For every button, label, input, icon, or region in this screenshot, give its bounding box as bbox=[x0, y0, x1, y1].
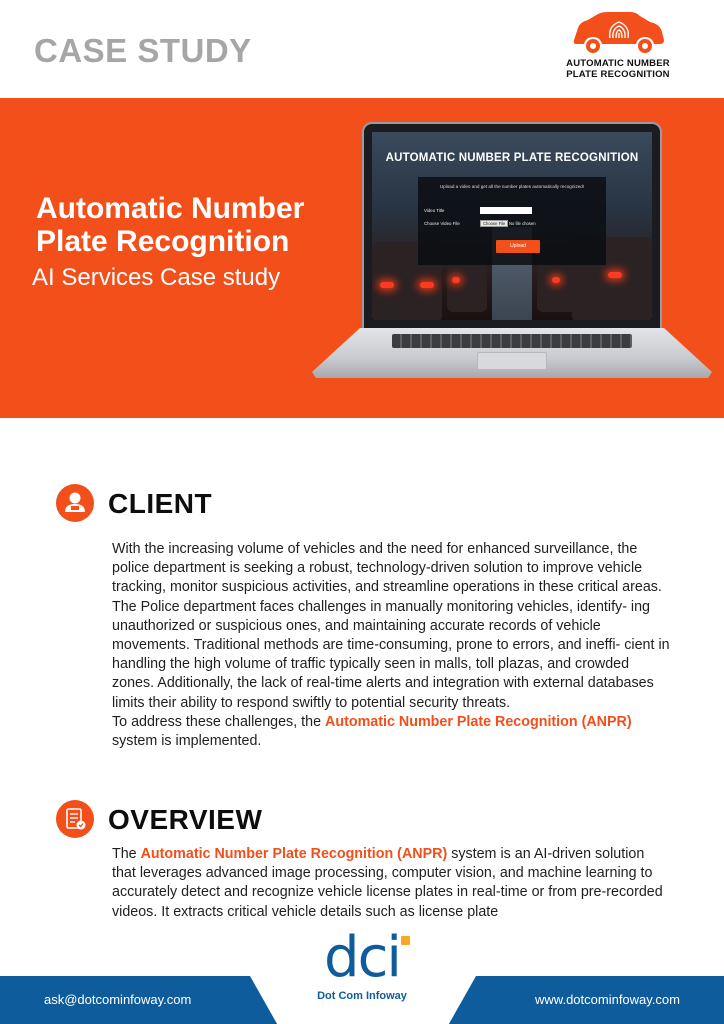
hero-banner bbox=[0, 98, 724, 418]
logo-text: AUTOMATIC NUMBER PLATE RECOGNITION bbox=[566, 58, 670, 80]
page-header bbox=[0, 0, 724, 98]
overview-heading: OVERVIEW bbox=[108, 804, 263, 835]
laptop-screen bbox=[372, 132, 652, 320]
upload-caption: Upload a video and get all the number plates automatically recognized! bbox=[439, 184, 585, 189]
tail-light bbox=[420, 282, 434, 288]
footer-website-link[interactable]: www.dotcominfoway.com bbox=[535, 992, 680, 1007]
hero-subtitle: AI Services Case study bbox=[32, 264, 281, 291]
tail-light bbox=[380, 282, 394, 288]
laptop-trackpad bbox=[477, 352, 547, 370]
upload-panel bbox=[418, 177, 606, 265]
laptop-mockup bbox=[312, 122, 712, 384]
anpr-highlight: Automatic Number Plate Recognition (ANPR) bbox=[140, 846, 448, 862]
tail-light bbox=[608, 272, 622, 278]
client-body bbox=[112, 540, 672, 751]
dci-wordmark: dci bbox=[300, 930, 424, 986]
footer-email-link[interactable]: ask@dotcominfoway.com bbox=[44, 992, 192, 1007]
upload-button[interactable]: Upload bbox=[496, 240, 540, 253]
video-title-input[interactable] bbox=[480, 207, 532, 214]
case-study-label: CASE STUDY bbox=[34, 32, 252, 69]
video-title-label: Video Title bbox=[424, 208, 445, 213]
anpr-logo bbox=[548, 10, 688, 90]
dci-company-name: Dot Com Infoway bbox=[317, 990, 407, 1002]
hero-title: Automatic Number Plate Recognition bbox=[36, 192, 305, 258]
client-heading: CLIENT bbox=[108, 488, 213, 519]
client-paragraph: With the increasing volume of vehicles and the need for enhanced surveillance, the police department is seeking a robust, technology-driven solution to improve vehicle tracking, monitor suspicious activities, and streamline operations in these critical areas. bbox=[112, 541, 662, 596]
no-file-text: No file chosen bbox=[509, 221, 536, 226]
client-paragraph: The Police department faces challenges in manually monitoring vehicles, identify- ing unauthorized or suspicious ones, and maintaining accurate records of vehicle movements. Traditional methods are time-consuming, prone to errors, and ineffi- cient in handling the high volume of traffic typically seen in malls, toll plazas, and crowded zones. Additionally, the lack of real-time alerts and integration with external databases limits their ability to respond swiftly to potential security threats. bbox=[112, 598, 670, 711]
car-fingerprint-icon bbox=[568, 10, 668, 56]
choose-file-button[interactable]: Choose File bbox=[480, 220, 508, 227]
tail-light bbox=[552, 277, 560, 283]
tail-light bbox=[452, 277, 460, 283]
anpr-highlight: Automatic Number Plate Recognition (ANPR) bbox=[325, 713, 632, 730]
screen-title: AUTOMATIC NUMBER PLATE RECOGNITION bbox=[385, 152, 639, 164]
laptop-lid bbox=[362, 122, 662, 330]
overview-paragraph: The Automatic Number Plate Recognition (ANPR) system is an AI-driven solution that leverages advanced image processing, computer vision, and machine learning to accurately detect and recognize vehicle license plates in real-time or from pre-recorded videos. It extracts critical vehicle details such as license plate bbox=[112, 846, 663, 920]
client-person-icon bbox=[56, 484, 94, 522]
laptop-keyboard bbox=[392, 334, 632, 348]
dci-logo bbox=[300, 925, 424, 1002]
document-checklist-icon bbox=[56, 800, 94, 838]
choose-file-label: Choose Video File bbox=[424, 221, 460, 226]
overview-body bbox=[112, 845, 672, 922]
client-paragraph: To address these challenges, the Automatic Number Plate Recognition (ANPR) system is implemented. bbox=[112, 713, 632, 750]
logo-dot-accent bbox=[401, 936, 410, 945]
